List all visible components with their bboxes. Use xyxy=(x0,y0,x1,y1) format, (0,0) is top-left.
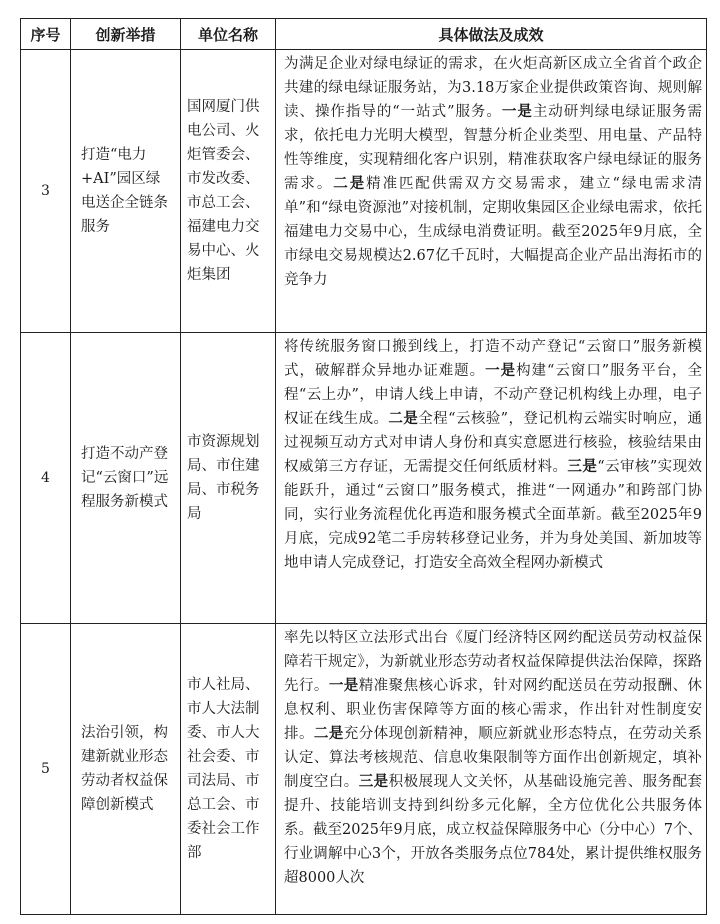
point-marker: 三是 xyxy=(358,774,389,790)
detail-intro: 率先以特区立法形式出台《厦门经济特区网约配送员劳动权益保障若干规定》，为新就业形态劳动者权益保障提供法治保障，探路先行。 xyxy=(284,630,702,694)
detail-point: 充分体现创新精神，顺应新就业形态特点，在劳动关系认定、算法考核规范、信息收集限制等方面作出创新规定，填补制度空白。 xyxy=(284,726,703,790)
row-measure: 打造“电力+AI”园区绿电送企全链条服务 xyxy=(71,50,181,333)
detail-intro: 为满足企业对绿电绿证的需求，在火炬高新区成立全省首个政企共建的绿电绿证服务站，为3.18万家企业提供政策咨询、规则解读、操作指导的“一站式”服务。 xyxy=(284,56,702,120)
row-number: 3 xyxy=(21,50,71,333)
table-row xyxy=(21,624,707,915)
innovation-measures-table xyxy=(20,18,707,915)
row-detail xyxy=(276,624,707,915)
point-marker: 三是 xyxy=(567,459,598,475)
point-marker: 二是 xyxy=(333,176,367,192)
row-units: 市人社局、市人大法制委、市人大社会委、市司法局、市总工会、市委社会工作部 xyxy=(181,624,276,915)
row-detail xyxy=(276,333,707,624)
point-marker: 一是 xyxy=(501,104,533,120)
point-marker: 一是 xyxy=(485,363,517,379)
detail-point: 全程“云核验”，登记机构云端实时响应，通过视频互动方式对申请人身份和真实意愿进行核验，核验结果由权威第三方存证，无需提交任何纸质材料。 xyxy=(284,411,703,475)
point-marker: 二是 xyxy=(313,726,344,742)
row-units: 市资源规划局、市住建局、市税务局 xyxy=(181,333,276,624)
table-header-row xyxy=(21,19,707,50)
detail-intro: 将传统服务窗口搬到线上，打造不动产登记“云窗口”服务新模式，破解群众异地办证难题。 xyxy=(284,339,702,379)
detail-point: 主动研判绿电绿证服务需求，依托电力光明大模型，智慧分析企业类型、用电量、产品特性等维度，实现精细化客户识别，精准获取客户绿电绿证的服务需求。 xyxy=(284,104,703,192)
row-number: 4 xyxy=(21,333,71,624)
point-marker: 一是 xyxy=(328,678,359,694)
header-no: 序号 xyxy=(21,19,71,50)
row-units: 国网厦门供电公司、火炬管委会、市发改委、市总工会、福建电力交易中心、火炬集团 xyxy=(181,50,276,333)
detail-point: 积极展现人文关怀，从基础设施完善、服务配套提升、技能培训支持到纠纷多元化解，全方位优化公共服务体系。截至2025年9月底，成立权益保障服务中心（分中心）7个、行业调解中心3个，开放各类服务点位784处，累计提供维权服务超8000人次 xyxy=(284,774,703,886)
header-detail: 具体做法及成效 xyxy=(276,19,707,50)
table-row xyxy=(21,333,707,624)
detail-point: “云审核”实现效能跃升，通过“云窗口”服务模式，推进“一网通办”和跨部门协同，实行业务流程优化再造和服务模式全面革新。截至2025年9月底，完成92笔二手房转移登记业务，并为身处美国、新加坡等地申请人完成登记，打造安全高效全程网办新模式 xyxy=(284,459,703,571)
row-detail xyxy=(276,50,707,333)
row-measure: 法治引领，构建新就业形态劳动者权益保障创新模式 xyxy=(71,624,181,915)
row-number: 5 xyxy=(21,624,71,915)
point-marker: 二是 xyxy=(388,411,419,427)
table-row xyxy=(21,50,707,333)
header-unit: 单位名称 xyxy=(181,19,276,50)
header-measure: 创新举措 xyxy=(71,19,181,50)
detail-point: 精准聚焦核心诉求，针对网约配送员在劳动报酬、休息权利、职业伤害保障等方面的核心需求，作出针对性制度安排。 xyxy=(284,678,703,742)
detail-point: 构建“云窗口”服务平台，全程“云上办”，申请人线上申请，不动产登记机构线上办理，电子权证在线生成。 xyxy=(284,363,703,427)
detail-point: 精准匹配供需双方交易需求，建立“绿电需求清单”和“绿电资源池”对接机制，定期收集园区企业绿电需求，依托福建电力交易中心，生成绿电消费证明。截至2025年9月底，全市绿电交易规模达2.67亿千瓦时，大幅提高企业产品出海拓市的竞争力 xyxy=(284,176,703,288)
row-measure: 打造不动产登记“云窗口”远程服务新模式 xyxy=(71,333,181,624)
